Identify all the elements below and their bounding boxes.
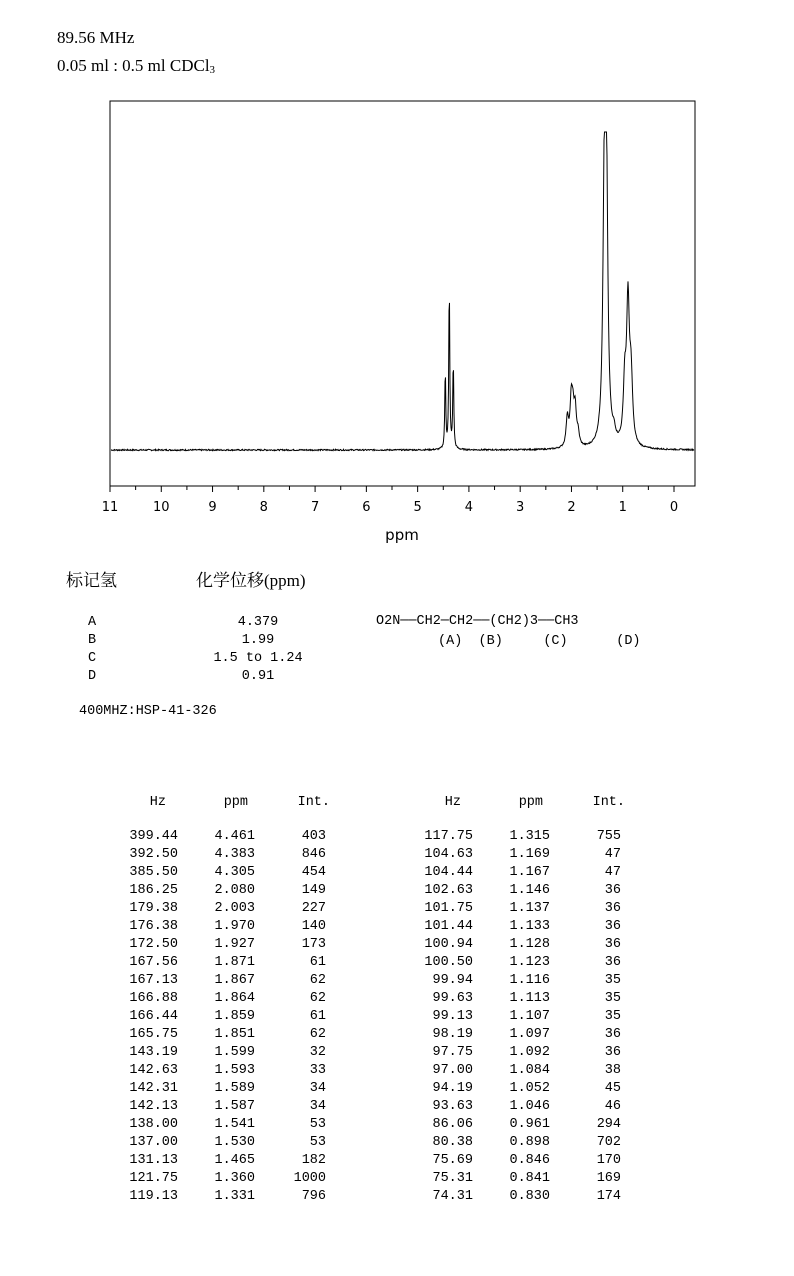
intensity-cell: 36 — [604, 883, 621, 898]
x-tick-label: 10 — [152, 500, 170, 515]
ppm-cell: 4.305 — [214, 865, 255, 880]
ppm-cell: 1.859 — [214, 1009, 255, 1024]
intensity-cell: 61 — [309, 1009, 326, 1024]
hz-cell: 97.00 — [432, 1063, 473, 1078]
x-tick-label: 0 — [669, 500, 679, 515]
structure-formula: O2N──CH2─CH2──(CH2)3──CH3 — [376, 614, 579, 629]
intensity-cell: 149 — [301, 883, 326, 898]
hz-cell: 101.75 — [424, 901, 473, 916]
reference-code: 400MHZ:HSP-41-326 — [79, 704, 217, 719]
intensity-cell: 796 — [301, 1189, 326, 1204]
ppm-cell: 1.541 — [214, 1117, 255, 1132]
ppm-cell: 1.167 — [509, 865, 550, 880]
hz-cell: 399.44 — [129, 829, 178, 844]
intensity-cell: 34 — [309, 1099, 326, 1114]
ppm-cell: 1.589 — [214, 1081, 255, 1096]
ppm-cell: 1.593 — [214, 1063, 255, 1078]
column-header: ppm — [518, 795, 543, 810]
intensity-cell: 36 — [604, 1045, 621, 1060]
x-tick-label: 9 — [208, 500, 217, 515]
intensity-cell: 755 — [596, 829, 621, 844]
hz-cell: 86.06 — [432, 1117, 473, 1132]
hz-cell: 143.19 — [129, 1045, 178, 1060]
x-tick-label: 6 — [362, 500, 371, 515]
hz-cell: 93.63 — [432, 1099, 473, 1114]
intensity-cell: 53 — [309, 1135, 326, 1150]
intensity-cell: 36 — [604, 955, 621, 970]
ppm-cell: 1.851 — [214, 1027, 255, 1042]
ppm-cell: 0.841 — [509, 1171, 550, 1186]
intensity-cell: 36 — [604, 1027, 621, 1042]
intensity-cell: 61 — [309, 955, 326, 970]
ppm-cell: 4.383 — [214, 847, 255, 862]
intensity-cell: 36 — [604, 937, 621, 952]
ppm-cell: 1.465 — [214, 1153, 255, 1168]
ppm-cell: 1.864 — [214, 991, 255, 1006]
x-tick-label: 7 — [310, 500, 320, 515]
ppm-cell: 1.128 — [509, 937, 550, 952]
x-tick-label: 1 — [618, 500, 627, 515]
ppm-cell: 1.927 — [214, 937, 255, 952]
hz-cell: 98.19 — [432, 1027, 473, 1042]
intensity-cell: 227 — [301, 901, 326, 916]
ppm-cell: 0.846 — [509, 1153, 550, 1168]
sample-subscript: 3 — [209, 64, 216, 76]
intensity-cell: 47 — [604, 865, 621, 880]
ppm-cell: 1.107 — [509, 1009, 550, 1024]
hz-cell: 100.94 — [424, 937, 473, 952]
x-tick-label: 8 — [259, 500, 268, 515]
ppm-cell: 1.092 — [509, 1045, 550, 1060]
ppm-cell: 1.970 — [214, 919, 255, 934]
chemical-shift-heading: 化学位移(ppm) — [196, 571, 306, 590]
x-axis-label: ppm — [385, 526, 419, 544]
ppm-cell: 4.461 — [214, 829, 255, 844]
intensity-cell: 32 — [309, 1045, 326, 1060]
hz-cell: 104.44 — [424, 865, 473, 880]
intensity-cell: 35 — [604, 973, 621, 988]
ppm-cell: 1.360 — [214, 1171, 255, 1186]
ppm-cell: 0.961 — [509, 1117, 550, 1132]
molecular-structure — [376, 612, 641, 652]
column-header: Int. — [297, 795, 330, 810]
assignment-shift: 0.91 — [241, 669, 275, 684]
hz-cell: 392.50 — [129, 847, 178, 862]
assignment-shift: 4.379 — [237, 615, 279, 630]
ppm-cell: 1.052 — [509, 1081, 550, 1096]
ppm-cell: 1.587 — [214, 1099, 255, 1114]
hz-cell: 165.75 — [129, 1027, 178, 1042]
ppm-cell: 1.315 — [509, 829, 550, 844]
hz-cell: 142.63 — [129, 1063, 178, 1078]
hz-cell: 100.50 — [424, 955, 473, 970]
intensity-cell: 36 — [604, 901, 621, 916]
hz-cell: 119.13 — [129, 1189, 178, 1204]
x-tick-label: 3 — [516, 500, 525, 515]
x-tick-label: 2 — [567, 500, 576, 515]
intensity-cell: 53 — [309, 1117, 326, 1132]
ppm-cell: 1.331 — [214, 1189, 255, 1204]
intensity-cell: 62 — [309, 1027, 326, 1042]
intensity-cell: 173 — [301, 937, 326, 952]
assignment-label: B — [88, 633, 97, 648]
hz-cell: 131.13 — [129, 1153, 178, 1168]
ppm-cell: 1.046 — [509, 1099, 550, 1114]
intensity-cell: 35 — [604, 991, 621, 1006]
assigned-hydrogen-heading: 标记氢 — [66, 571, 117, 590]
hz-cell: 142.31 — [129, 1081, 178, 1096]
ppm-cell: 1.146 — [509, 883, 550, 898]
hz-cell: 385.50 — [129, 865, 178, 880]
intensity-cell: 294 — [596, 1117, 621, 1132]
intensity-cell: 33 — [309, 1063, 326, 1078]
hz-cell: 75.31 — [432, 1171, 473, 1186]
ppm-cell: 1.113 — [509, 991, 550, 1006]
x-tick-label: 5 — [413, 500, 422, 515]
intensity-cell: 169 — [596, 1171, 621, 1186]
hz-cell: 176.38 — [129, 919, 178, 934]
assignment-row — [88, 614, 348, 632]
hz-cell: 167.56 — [129, 955, 178, 970]
hz-cell: 117.75 — [424, 829, 473, 844]
intensity-cell: 846 — [301, 847, 326, 862]
x-tick-label: 4 — [464, 500, 474, 515]
hz-cell: 137.00 — [129, 1135, 178, 1150]
intensity-cell: 45 — [604, 1081, 621, 1096]
ppm-cell: 2.003 — [214, 901, 255, 916]
ppm-cell: 1.097 — [509, 1027, 550, 1042]
hz-cell: 99.13 — [432, 1009, 473, 1024]
assignment-label: A — [88, 615, 97, 630]
hz-cell: 99.94 — [432, 973, 473, 988]
column-header: Int. — [592, 795, 625, 810]
assignment-row — [88, 668, 348, 686]
structure-labels: (A) (B) (C) (D) — [438, 634, 641, 649]
ppm-cell: 1.530 — [214, 1135, 255, 1150]
spectrum-line — [111, 132, 694, 451]
hz-cell: 179.38 — [129, 901, 178, 916]
intensity-cell: 62 — [309, 991, 326, 1006]
intensity-cell: 34 — [309, 1081, 326, 1096]
x-axis — [102, 486, 678, 515]
ppm-cell: 1.871 — [214, 955, 255, 970]
hz-cell: 121.75 — [129, 1171, 178, 1186]
intensity-cell: 454 — [301, 865, 326, 880]
assignment-row — [88, 632, 348, 650]
ppm-cell: 1.599 — [214, 1045, 255, 1060]
ppm-cell: 1.123 — [509, 955, 550, 970]
x-tick-label: 11 — [101, 500, 119, 515]
intensity-cell: 182 — [301, 1153, 326, 1168]
hz-cell: 102.63 — [424, 883, 473, 898]
hz-cell: 138.00 — [129, 1117, 178, 1132]
assignment-label: D — [88, 669, 97, 684]
intensity-cell: 702 — [596, 1135, 621, 1150]
assignment-shift: 1.5 to 1.24 — [213, 651, 303, 666]
spectrometer-frequency: 89.56 MHz — [57, 28, 135, 47]
hz-cell: 74.31 — [432, 1189, 473, 1204]
intensity-cell: 36 — [604, 919, 621, 934]
intensity-cell: 403 — [301, 829, 326, 844]
intensity-cell: 62 — [309, 973, 326, 988]
ppm-cell: 1.867 — [214, 973, 255, 988]
intensity-cell: 1000 — [293, 1171, 326, 1186]
assignment-list — [88, 614, 348, 686]
ppm-cell: 1.133 — [509, 919, 550, 934]
intensity-cell: 38 — [604, 1063, 621, 1078]
hz-cell: 99.63 — [432, 991, 473, 1006]
hz-cell: 104.63 — [424, 847, 473, 862]
ppm-cell: 1.169 — [509, 847, 550, 862]
assignment-label: C — [88, 651, 97, 666]
hz-cell: 167.13 — [129, 973, 178, 988]
assignment-row — [88, 650, 348, 668]
intensity-cell: 46 — [604, 1099, 621, 1114]
ppm-cell: 1.137 — [509, 901, 550, 916]
hz-cell: 166.88 — [129, 991, 178, 1006]
sample-text: 0.05 ml : 0.5 ml CDCl — [57, 56, 210, 75]
hz-cell: 186.25 — [129, 883, 178, 898]
ppm-cell: 1.116 — [509, 973, 550, 988]
hz-cell: 166.44 — [129, 1009, 178, 1024]
ppm-cell: 0.898 — [509, 1135, 550, 1150]
intensity-cell: 140 — [301, 919, 326, 934]
hz-cell: 142.13 — [129, 1099, 178, 1114]
column-header: Hz — [444, 795, 461, 810]
ppm-cell: 2.080 — [214, 883, 255, 898]
ppm-cell: 1.084 — [509, 1063, 550, 1078]
intensity-cell: 174 — [596, 1189, 621, 1204]
hz-cell: 97.75 — [432, 1045, 473, 1060]
hz-cell: 101.44 — [424, 919, 473, 934]
column-header: ppm — [223, 795, 248, 810]
hz-cell: 94.19 — [432, 1081, 473, 1096]
intensity-cell: 47 — [604, 847, 621, 862]
hz-cell: 80.38 — [432, 1135, 473, 1150]
intensity-cell: 35 — [604, 1009, 621, 1024]
column-header: Hz — [149, 795, 166, 810]
assignment-shift: 1.99 — [241, 633, 275, 648]
hz-cell: 75.69 — [432, 1153, 473, 1168]
hz-cell: 172.50 — [129, 937, 178, 952]
ppm-cell: 0.830 — [509, 1189, 550, 1204]
nmr-spectrum-chart — [0, 0, 794, 560]
intensity-cell: 170 — [596, 1153, 621, 1168]
